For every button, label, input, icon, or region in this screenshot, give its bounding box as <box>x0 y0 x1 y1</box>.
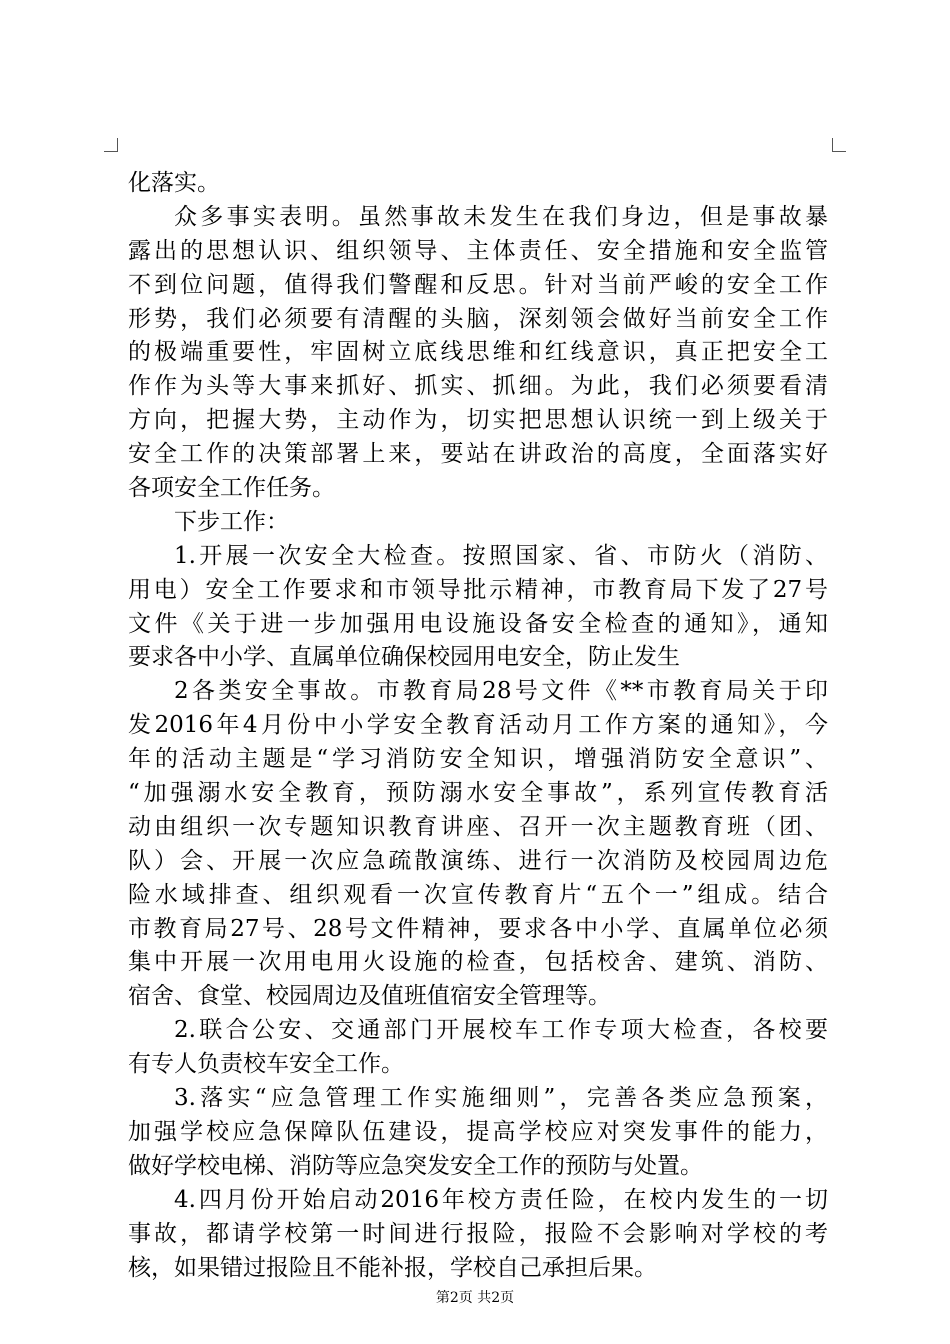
text-line: 3.落实“应急管理工作实施细则”，完善各类应急预案， <box>174 1085 828 1112</box>
text-line: 不到位问题，值得我们警醒和反思。针对当前严峻的安全工作 <box>128 271 828 298</box>
text-line: 险水域排查、组织观看一次宣传教育片“五个一”组成。结合 <box>128 881 828 908</box>
text-line: 作作为头等大事来抓好、抓实、抓细。为此，我们必须要看清 <box>128 373 828 400</box>
text-line: 1.开展一次安全大检查。按照国家、省、市防火（消防、 <box>174 542 828 569</box>
text-line: 做好学校电梯、消防等应急突发安全工作的预防与处置。 <box>128 1152 703 1179</box>
text-line: 队）会、开展一次应急疏散演练、进行一次消防及校园周边危 <box>128 847 828 874</box>
text-line: 2.联合公安、交通部门开展校车工作专项大检查，各校要 <box>174 1017 828 1044</box>
body-text <box>128 167 828 1285</box>
crop-mark-top-right <box>832 138 846 152</box>
page-number-footer: 第2页 共2页 <box>435 1290 515 1306</box>
text-line: 各项安全工作任务。 <box>128 475 335 502</box>
text-line: 众多事实表明。虽然事故未发生在我们身边，但是事故暴 <box>174 203 828 230</box>
text-line: 安全工作的决策部署上来，要站在讲政治的高度，全面落实好 <box>128 441 828 468</box>
text-line: 宿舍、食堂、校园周边及值班值宿安全管理等。 <box>128 983 611 1010</box>
text-line: 集中开展一次用电用火设施的检查，包括校舍、建筑、消防、 <box>128 949 828 976</box>
text-line: 形势，我们必须要有清醒的头脑，深刻领会做好当前安全工作 <box>128 305 828 332</box>
section-heading: 下步工作： <box>174 508 289 535</box>
text-line: 发2016年4月份中小学安全教育活动月工作方案的通知》，今 <box>128 712 828 739</box>
text-line: 要求各中小学、直属单位确保校园用电安全，防止发生 <box>128 644 680 671</box>
text-line: 化落实。 <box>128 170 220 196</box>
text-line: 核，如果错过报险且不能补报，学校自己承担后果。 <box>128 1254 657 1281</box>
text-line: “加强溺水安全教育，预防溺水安全事故”，系列宣传教育活 <box>128 780 828 807</box>
text-line: 加强学校应急保障队伍建设，提高学校应对突发事件的能力， <box>128 1118 828 1145</box>
text-line: 方向，把握大势，主动作为，切实把思想认识统一到上级关于 <box>128 407 828 434</box>
text-line: 年的活动主题是“学习消防安全知识，增强消防安全意识”、 <box>128 746 828 773</box>
crop-mark-top-left <box>104 138 118 152</box>
text-line: 事故，都请学校第一时间进行报险，报险不会影响对学校的考 <box>128 1220 828 1247</box>
text-line: 动由组织一次专题知识教育讲座、召开一次主题教育班（团、 <box>128 813 828 840</box>
text-line: 2各类安全事故。市教育局28号文件《**市教育局关于印 <box>174 678 828 705</box>
text-line: 的极端重要性，牢固树立底线思维和红线意识，真正把安全工 <box>128 339 828 366</box>
text-line: 用电）安全工作要求和市领导批示精神，市教育局下发了27号 <box>128 576 828 603</box>
text-line: 露出的思想认识、组织领导、主体责任、安全措施和安全监管 <box>128 237 828 264</box>
text-line: 4.四月份开始启动2016年校方责任险，在校内发生的一切 <box>174 1186 828 1213</box>
text-line: 文件《关于进一步加强用电设施设备安全检查的通知》，通知 <box>128 610 828 637</box>
text-line: 有专人负责校车安全工作。 <box>128 1051 404 1078</box>
text-line: 市教育局27号、28号文件精神，要求各中小学、直属单位必须 <box>128 915 828 942</box>
